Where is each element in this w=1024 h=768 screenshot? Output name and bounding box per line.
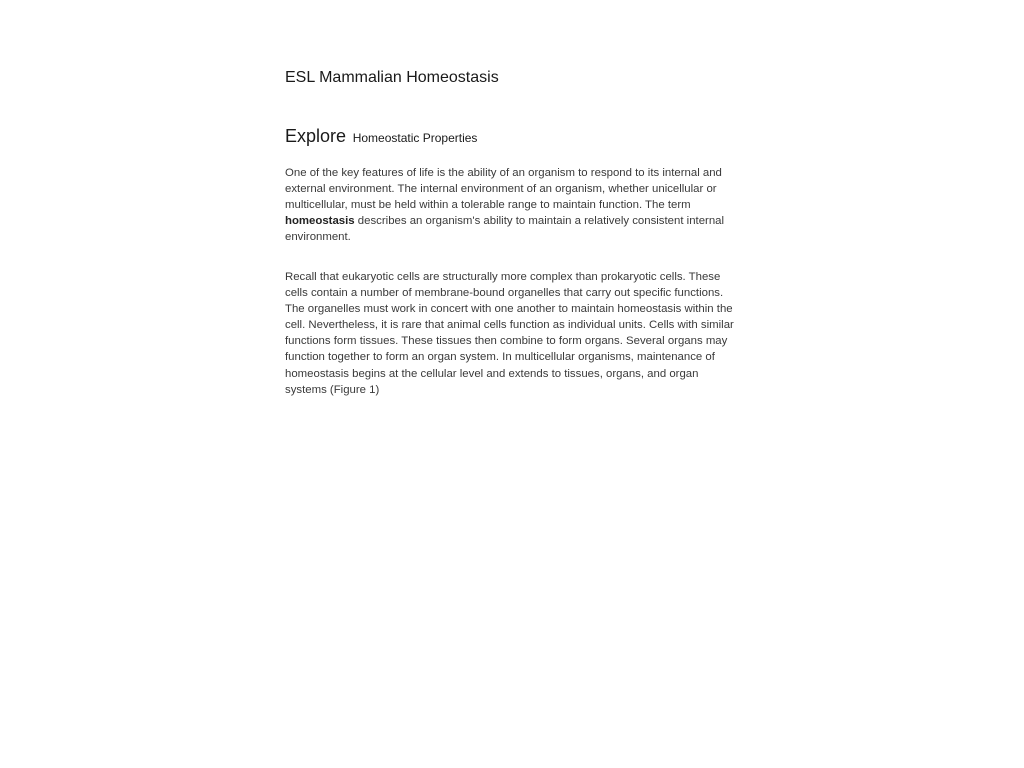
intro-paragraph [285,165,737,245]
cell-organization-paragraph: Recall that eukaryotic cells are structurally more complex than prokaryotic cells. These cells contain a number of membrane-bound organelles that carry out specific functions. The organelles must work in concert with one another to maintain homeostasis within the cell. Nevertheless, it is rare that animal cells function as individual units. Cells with similar functions form tissues. These tissues then combine to form organs. Several organs may function together to form an organ system. In multicellular organisms, maintenance of homeostasis begins at the cellular level and extends to tissues, organs, and organ systems (Figure 1) [285,271,734,396]
intro-text-end: describes an organism's ability to maintain a relatively consistent internal environment. [285,215,725,244]
section-heading-main: Explore [285,126,347,146]
intro-text-start: One of the key features of life is the ability of an organism to respond to its internal and external environment. The internal environment of an organism, whether unicellular or multicellular, must be held within a tolerable range to maintain function. The term [285,167,722,212]
key-term-homeostasis: homeostasis [285,215,355,228]
course-title: ESL Mammalian Homeostasis [285,69,499,86]
section-heading-sub: Homeostatic Properties [352,131,478,145]
section-heading [285,123,477,150]
